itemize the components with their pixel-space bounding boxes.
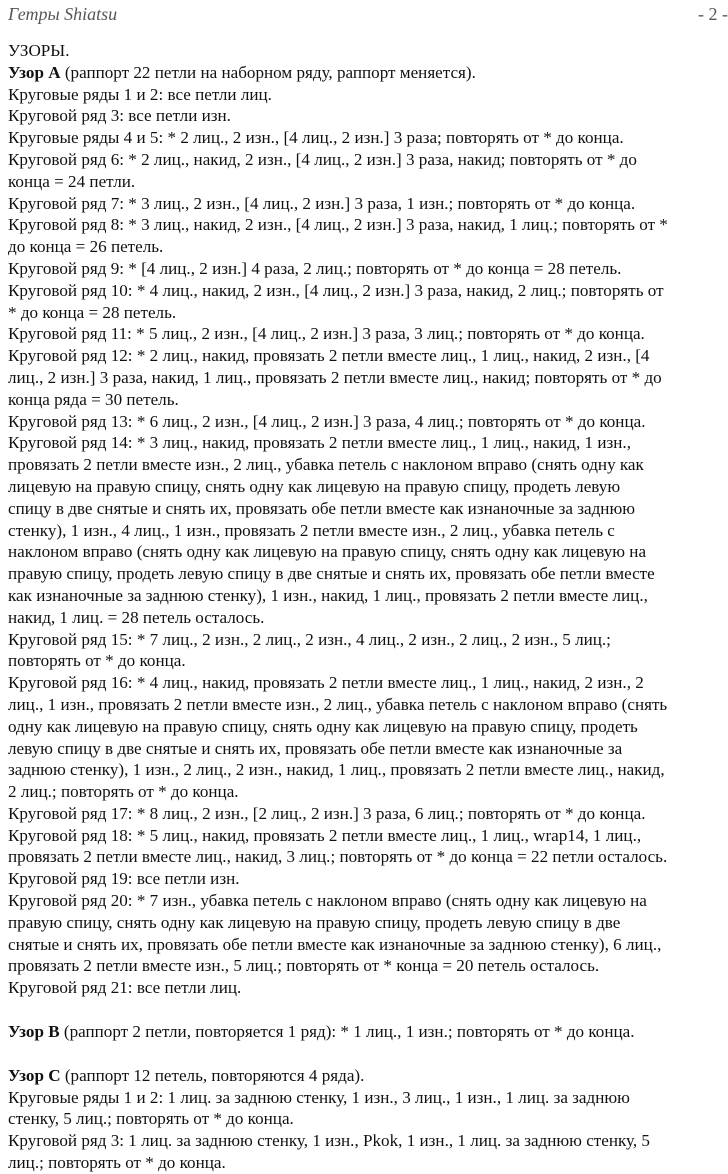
- instruction-line: конца = 24 петли.: [8, 171, 136, 191]
- instruction-line: Круговой ряд 7: * 3 лиц., 2 изн., [4 лиц., 2 изн.] 3 раза, 1 изн.; повторять от * до конца.: [8, 193, 636, 213]
- instruction-line: конца ряда = 30 петель.: [8, 389, 179, 409]
- section-title: УЗОРЫ.: [8, 41, 70, 60]
- instruction-line: Круговой ряд 15: * 7 лиц., 2 изн., 2 лиц., 2 изн., 4 лиц., 2 изн., 2 лиц., 2 изн., 5 лиц.;: [8, 629, 611, 649]
- instruction-line: лиц., 1 изн., провязать 2 петли вместе изн., 2 лиц., убавка петель с наклоном вправо (снять: [8, 694, 668, 714]
- pattern-c-heading: [8, 1065, 720, 1087]
- pattern-c-intro: (раппорт 12 петель, повторяются 4 ряда).: [60, 1065, 365, 1085]
- instruction-line: Круговой ряд 14: * 3 лиц., накид, провязать 2 петли вместе лиц., 1 лиц., накид, 1 изн.,: [8, 433, 631, 453]
- instruction-line: снятые и снять их, провязать обе петли вместе как изнаночные за заднюю стенку), 6 лиц.,: [8, 934, 662, 954]
- instruction-line: провязать 2 петли вместе изн., 5 лиц.; повторять от * конца = 20 петель осталось.: [8, 956, 600, 976]
- instruction-line: лицевую на правую спицу, снять одну как лицевую на правую спицу, продеть левую: [8, 476, 621, 496]
- instruction-line: Круговой ряд 16: * 4 лиц., накид, провязать 2 петли вместе лиц., 1 лиц., накид, 2 изн., 2: [8, 673, 644, 693]
- pattern-a-name: Узор A: [8, 62, 61, 82]
- instruction-line: Круговой ряд 8: * 3 лиц., накид, 2 изн., [4 лиц., 2 изн.] 3 раза, накид, 1 лиц.; повторять от *: [8, 215, 668, 235]
- instruction-line: левую спицу в две снятые и снять их, провязать обе петли вместе как изнаночные за: [8, 738, 623, 758]
- instruction-line: Круговые ряды 1 и 2: все петли лиц.: [8, 84, 272, 104]
- instruction-line: Круговой ряд 13: * 6 лиц., 2 изн., [4 лиц., 2 изн.] 3 раза, 4 лиц.; повторять от * до конца.: [8, 411, 646, 431]
- instruction-line: стенку, 5 лиц.; повторять от * до конца.: [8, 1109, 294, 1129]
- pattern-a-heading: [8, 62, 720, 84]
- instruction-line: стенку), 1 изн., 4 лиц., 1 изн., провязать 2 петли вместе изн., 2 лиц., убавка петель с: [8, 520, 615, 540]
- pattern-a-intro: (раппорт 22 петли на наборном ряду, раппорт меняется).: [60, 62, 476, 82]
- instruction-line: лиц.; повторять от * до конца.: [8, 1153, 226, 1173]
- instruction-line: Круговой ряд 3: все петли изн.: [8, 106, 231, 126]
- instruction-line: провязать 2 петли вместе лиц., накид, 3 лиц.; повторять от * до конца = 22 петли осталось.: [8, 847, 668, 867]
- instruction-line: правую спицу, снять одну как лицевую на правую спицу, продеть левую спицу в две: [8, 912, 621, 932]
- instruction-line: накид, 1 лиц. = 28 петель осталось.: [8, 607, 265, 627]
- page-header: [0, 0, 728, 30]
- instruction-line: Круговой ряд 18: * 5 лиц., накид, провязать 2 петли вместе лиц., 1 лиц., wrap14, 1 лиц.,: [8, 825, 642, 845]
- page-number: - 2 -: [698, 4, 728, 24]
- instruction-line: лиц., 2 изн.] 3 раза, накид, 1 лиц., провязать 2 петли вместе лиц., накид; повторять от * до: [8, 367, 662, 387]
- spacer: [8, 999, 720, 1021]
- document-title: Гетры Shiatsu: [8, 4, 118, 24]
- instruction-line: Круговой ряд 3: 1 лиц. за заднюю стенку, 1 изн., Pkok, 1 изн., 1 лиц. за заднюю стенку, 5: [8, 1131, 650, 1151]
- instruction-line: заднюю стенку), 1 изн., 2 лиц., 2 изн., накид, 1 лиц., провязать 2 петли вместе лиц., накид,: [8, 760, 665, 780]
- pattern-b-text: (раппорт 2 петли, повторяется 1 ряд): * 1 лиц., 1 изн.; повторять от * до конца.: [59, 1022, 635, 1042]
- instruction-line: Круговые ряды 4 и 5: * 2 лиц., 2 изн., [4 лиц., 2 изн.] 3 раза; повторять от * до конца.: [8, 128, 624, 148]
- instruction-line: * до конца = 28 петель.: [8, 302, 177, 322]
- spacer: [8, 1043, 720, 1065]
- instruction-line: Круговой ряд 20: * 7 изн., убавка петель с наклоном вправо (снять одну как лицевую на: [8, 891, 647, 911]
- instruction-line: Круговой ряд 9: * [4 лиц., 2 изн.] 4 раза, 2 лиц.; повторять от * до конца = 28 петель.: [8, 258, 622, 278]
- instruction-line: как изнаночные за заднюю стенку), 1 изн., накид, 1 лиц., провязать 2 петли вместе лиц.,: [8, 585, 648, 605]
- instruction-line: правую спицу, продеть левую спицу в две снятые и снять их, провязать обе петли вместе: [8, 564, 655, 584]
- instruction-line: Круговой ряд 10: * 4 лиц., накид, 2 изн., [4 лиц., 2 изн.] 3 раза, накид, 2 лиц.; повторять от: [8, 280, 664, 300]
- instruction-line: 2 лиц.; повторять от * до конца.: [8, 782, 239, 802]
- instruction-line: до конца = 26 петель.: [8, 237, 164, 257]
- instruction-line: Круговой ряд 6: * 2 лиц., накид, 2 изн., [4 лиц., 2 изн.] 3 раза, накид; повторять от * до: [8, 149, 637, 169]
- instruction-line: Круговой ряд 17: * 8 лиц., 2 изн., [2 лиц., 2 изн.] 3 раза, 6 лиц.; повторять от * до конца.: [8, 803, 646, 823]
- instruction-line: Круговой ряд 12: * 2 лиц., накид, провязать 2 петли вместе лиц., 1 лиц., накид, 2 изн., [4: [8, 346, 650, 366]
- instruction-line: Круговые ряды 1 и 2: 1 лиц. за заднюю стенку, 1 изн., 3 лиц., 1 изн., 1 лиц. за заднюю: [8, 1087, 630, 1107]
- instruction-line: наклоном вправо (снять одну как лицевую на правую спицу, снять одну как лицевую на: [8, 542, 647, 562]
- instruction-line: Круговой ряд 21: все петли лиц.: [8, 978, 242, 998]
- instruction-line: спицу в две снятые и снять их, провязать обе петли вместе как изнаночные за заднюю: [8, 498, 635, 518]
- instruction-line: одну как лицевую на правую спицу, снять одну как лицевую на правую спицу, продеть: [8, 716, 638, 736]
- instruction-line: провязать 2 петли вместе изн., 2 лиц., убавка петель с наклоном вправо (снять одну как: [8, 455, 644, 475]
- instruction-line: повторять от * до конца.: [8, 651, 186, 671]
- pattern-a-instructions: [8, 84, 720, 999]
- pattern-b-name: Узор B: [8, 1022, 60, 1042]
- instruction-line: Круговой ряд 19: все петли изн.: [8, 869, 240, 889]
- document-body: [8, 40, 720, 1174]
- instruction-line: Круговой ряд 11: * 5 лиц., 2 изн., [4 лиц., 2 изн.] 3 раза, 3 лиц.; повторять от * до конца.: [8, 324, 645, 344]
- pattern-b-paragraph: [8, 1021, 720, 1043]
- pattern-c-instructions: [8, 1087, 720, 1174]
- pattern-c-name: Узор C: [8, 1065, 61, 1085]
